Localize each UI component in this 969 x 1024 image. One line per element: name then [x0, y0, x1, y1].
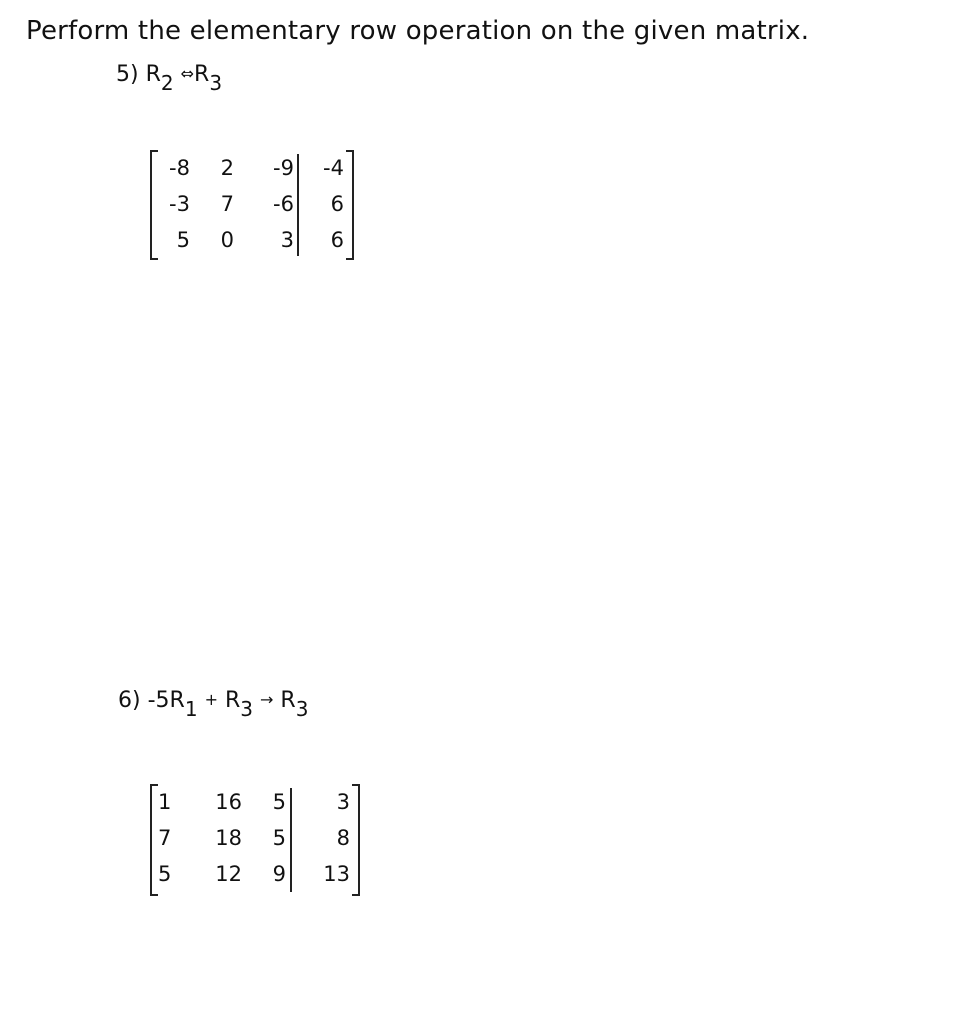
- matrix-cell: 7: [158, 826, 172, 850]
- matrix-cell: 6: [330, 228, 344, 252]
- matrix-cell: -8: [169, 156, 190, 180]
- matrix-cell: 5: [158, 862, 172, 886]
- swap-operator: ⇔: [180, 64, 195, 83]
- matrix-cell: 18: [215, 826, 242, 850]
- matrix-cell: 6: [330, 192, 344, 216]
- row-r3-target: R: [280, 688, 296, 713]
- problem-5-label: [116, 62, 223, 95]
- arrow-operator: →: [260, 690, 274, 709]
- matrix-cell: -4: [323, 156, 344, 180]
- matrix-cell: 13: [323, 862, 350, 886]
- matrix-row: [152, 820, 358, 856]
- matrix-row: [152, 150, 352, 186]
- row-r3: R: [194, 62, 210, 87]
- matrix-cell: -9: [273, 156, 294, 180]
- matrix-cell: 0: [220, 228, 234, 252]
- row-r2: R: [145, 62, 161, 87]
- matrix-cell: 7: [220, 192, 234, 216]
- problem-number: 6): [118, 688, 141, 713]
- plus-operator: +: [204, 690, 218, 709]
- matrix-cell: 5: [272, 790, 286, 814]
- matrix-cell: 16: [215, 790, 242, 814]
- instruction-text: Perform the elementary row operation on the given matrix.: [26, 16, 810, 46]
- matrix-cell: 12: [215, 862, 242, 886]
- matrix-cell: 9: [272, 862, 286, 886]
- matrix-cell: 3: [336, 790, 350, 814]
- problem-6-label: [118, 688, 309, 721]
- row-index: 2: [160, 71, 174, 95]
- matrix-problem-5: [150, 150, 354, 260]
- row-index: 3: [240, 697, 253, 721]
- matrix-row: [152, 186, 352, 222]
- matrix-row: [152, 856, 358, 892]
- row-index: 3: [295, 697, 309, 721]
- matrix-cell: 8: [336, 826, 350, 850]
- problem-number: 5): [116, 62, 139, 87]
- matrix-problem-6: [150, 784, 360, 896]
- matrix-cell: -3: [169, 192, 190, 216]
- matrix-cell: 5: [176, 228, 190, 252]
- row-index: 3: [209, 71, 223, 95]
- matrix-cell: 2: [220, 156, 234, 180]
- matrix-cell: -6: [273, 192, 294, 216]
- matrix-cell: 1: [158, 790, 172, 814]
- row-r3: R: [224, 688, 241, 713]
- matrix-cell: 3: [280, 228, 294, 252]
- matrix-row: [152, 222, 352, 258]
- matrix-row: [152, 784, 358, 820]
- matrix-cell: 5: [272, 826, 286, 850]
- row-index: 1: [184, 697, 198, 721]
- row-coef-r1: -5R: [147, 688, 185, 713]
